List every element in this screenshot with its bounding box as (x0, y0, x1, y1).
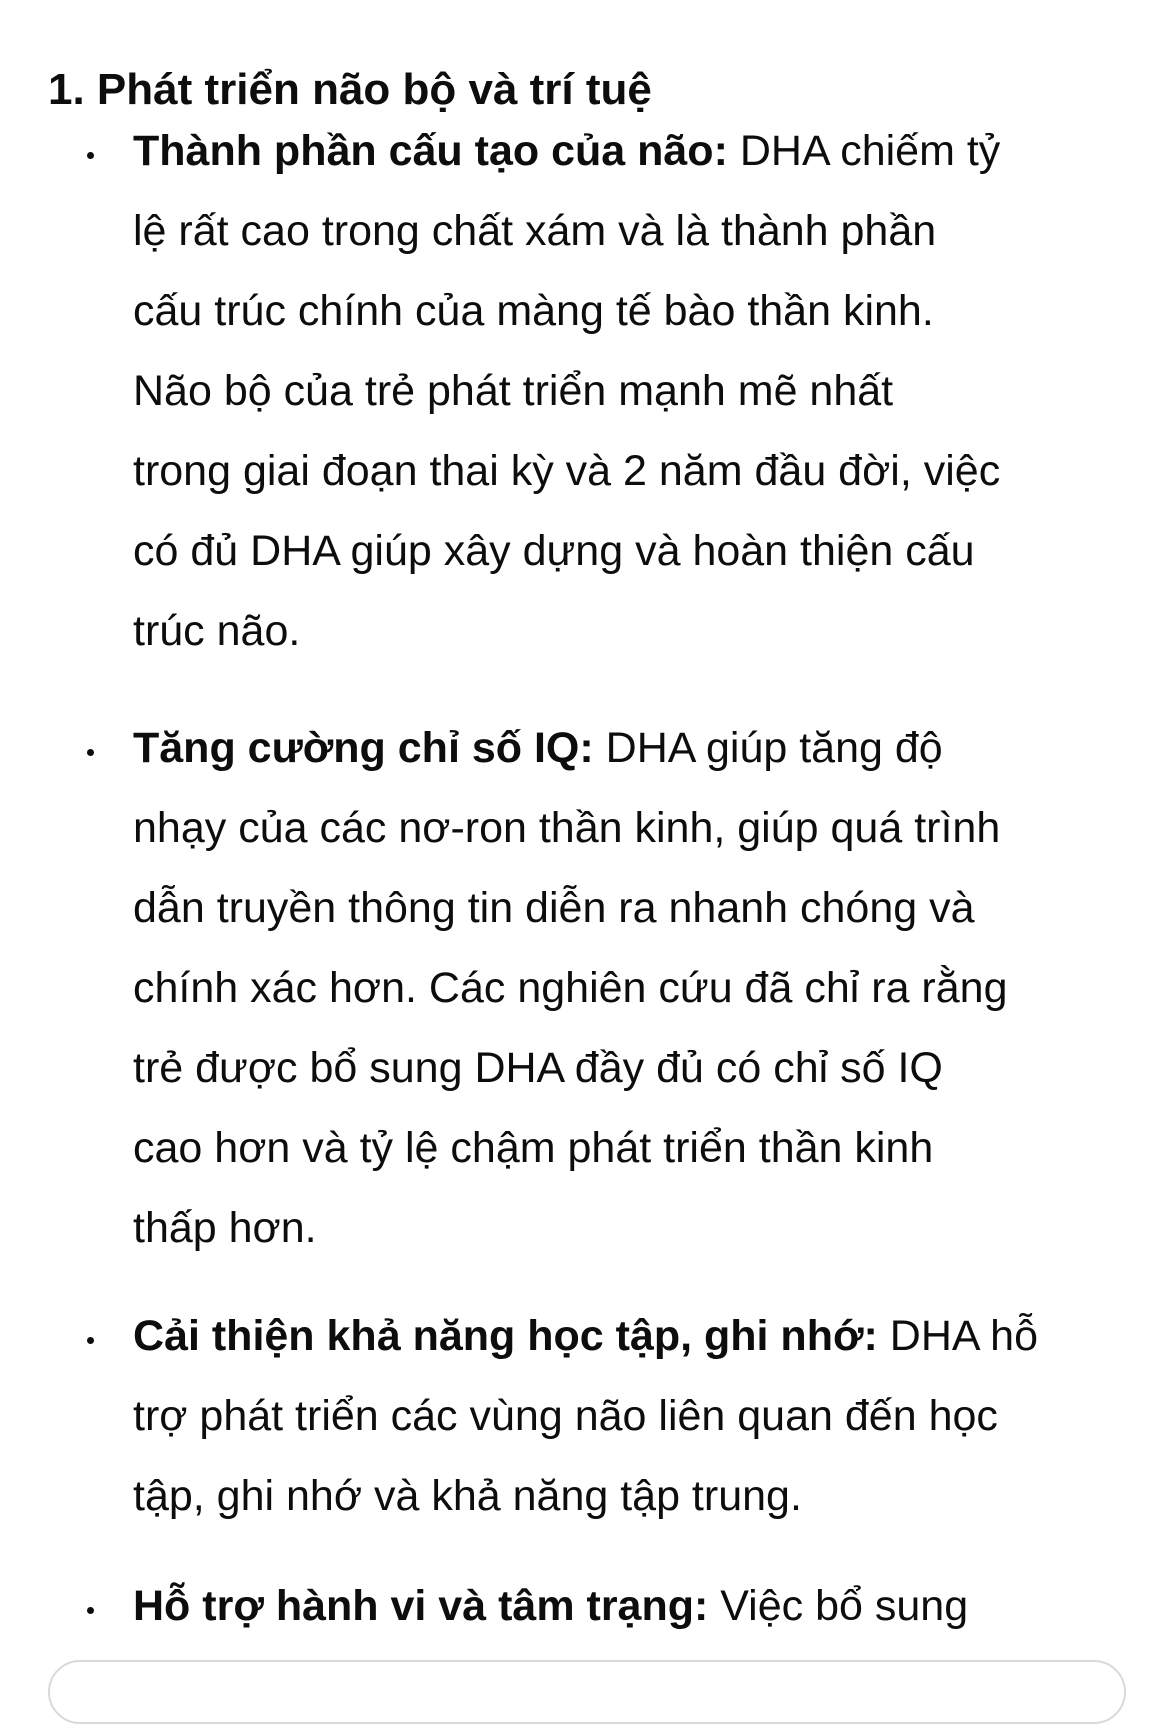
list-item-line: cao hơn và tỷ lệ chậm phát triển thần kinh (133, 1124, 934, 1172)
bullet-dot-icon (87, 749, 94, 756)
list-item-text (133, 1296, 1143, 1536)
list-item-line: có đủ DHA giúp xây dựng và hoàn thiện cấu (133, 527, 975, 575)
message-composer[interactable] (48, 1660, 1126, 1724)
list-item-term: Hỗ trợ hành vi và tâm trạng: (133, 1582, 709, 1630)
list-item-text (133, 708, 1143, 1268)
list-item-line: Việc bổ sung (708, 1582, 969, 1630)
bullet-dot-icon (87, 152, 94, 159)
list-item-line: trẻ được bổ sung DHA đầy đủ có chỉ số IQ (133, 1044, 943, 1092)
list-item-line: nhạy của các nơ-ron thần kinh, giúp quá trình (133, 804, 1001, 852)
list-item-line: cấu trúc chính của màng tế bào thần kinh. (133, 287, 934, 335)
list-item-line: trong giai đoạn thai kỳ và 2 năm đầu đời, việc (133, 447, 1001, 495)
list-item-line: trợ phát triển các vùng não liên quan đến học (133, 1392, 998, 1440)
list-item-line: Não bộ của trẻ phát triển mạnh mẽ nhất (133, 367, 894, 415)
bullet-dot-icon (87, 1337, 94, 1344)
list-item-line: DHA hỗ (877, 1312, 1038, 1360)
list-item-line: dẫn truyền thông tin diễn ra nhanh chóng và (133, 884, 975, 932)
section-heading: 1. Phát triển não bộ và trí tuệ (48, 65, 652, 114)
list-item-line: thấp hơn. (133, 1204, 317, 1252)
bullet-dot-icon (87, 1607, 94, 1614)
list-item-text (133, 1566, 1143, 1646)
list-item-line: chính xác hơn. Các nghiên cứu đã chỉ ra rằng (133, 964, 1008, 1012)
list-item-text (133, 111, 1143, 671)
list-item-term: Cải thiện khả năng học tập, ghi nhớ: (133, 1312, 878, 1360)
list-item-line: DHA chiếm tỷ (727, 127, 1001, 175)
list-item-line: trúc não. (133, 607, 301, 655)
list-item-term: Tăng cường chỉ số IQ: (133, 724, 594, 772)
list-item-line: lệ rất cao trong chất xám và là thành phần (133, 207, 937, 255)
list-item-line: DHA giúp tăng độ (593, 724, 943, 772)
list-item-line: tập, ghi nhớ và khả năng tập trung. (133, 1472, 802, 1520)
list-item-term: Thành phần cấu tạo của não: (133, 127, 728, 175)
